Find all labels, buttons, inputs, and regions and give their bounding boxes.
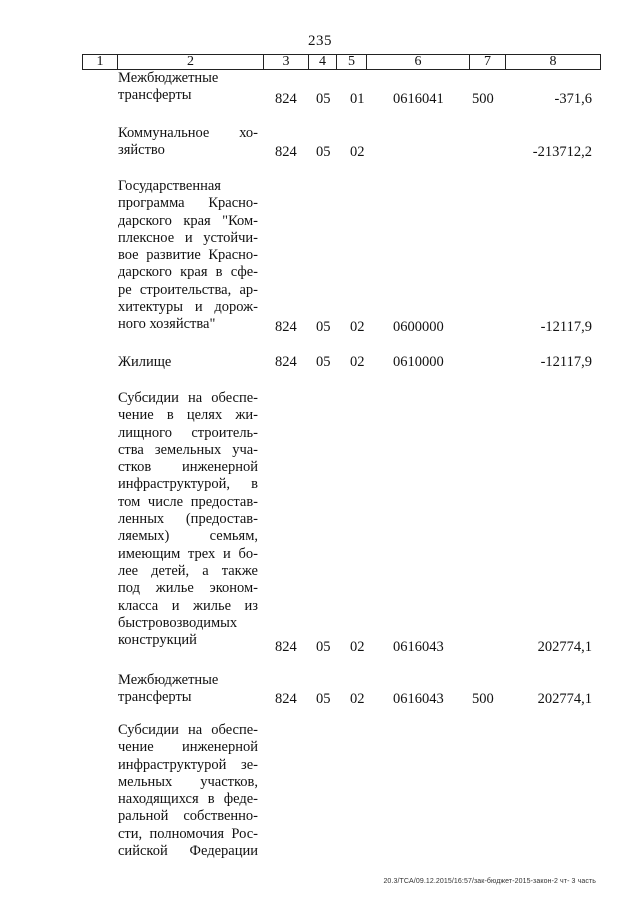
row-description	[118, 722, 258, 860]
description-line: под жилье эконом-	[118, 580, 258, 597]
cell-col6: 0600000	[393, 319, 444, 335]
description-line: стков инженерной	[118, 459, 258, 476]
cell-col8: -12117,9	[540, 319, 592, 335]
cell-col3: 824	[275, 639, 297, 655]
page-number: 235	[308, 33, 332, 49]
cell-col3: 824	[275, 691, 297, 707]
description-line: ральной собственно-	[118, 808, 258, 825]
row-description	[118, 672, 258, 707]
description-line: находящихся в федe-	[118, 791, 258, 808]
cell-col7: 500	[472, 691, 494, 707]
description-line: конструкций	[118, 632, 197, 649]
column-header-5: 5	[337, 55, 367, 70]
cell-col8: -213712,2	[532, 144, 592, 160]
description-line: ленных (предостав-	[118, 511, 258, 528]
column-header-6: 6	[367, 55, 470, 70]
cell-col3: 824	[275, 319, 297, 335]
description-line: том числе предостав-	[118, 493, 258, 510]
cell-col4: 05	[316, 639, 331, 655]
cell-col5: 02	[350, 354, 365, 370]
description-line: хитектуры и дорож-	[118, 299, 258, 316]
column-header-2: 2	[118, 55, 264, 70]
description-line: дарского края в сфе-	[118, 264, 258, 281]
description-line: плексное и устойчи-	[118, 229, 258, 246]
description-line: инфраструктурой, в	[118, 476, 258, 493]
column-header-row	[82, 54, 601, 70]
cell-col5: 02	[350, 639, 365, 655]
description-line: дарского края "Ком-	[118, 212, 258, 229]
description-line: мельных участков,	[118, 773, 258, 790]
description-line: инфраструктурой зе-	[118, 756, 258, 773]
column-header-3: 3	[264, 55, 309, 70]
description-line: имеющим трех и бо-	[118, 545, 258, 562]
description-line: чение в целях жи-	[118, 407, 258, 424]
description-line: ного хозяйства"	[118, 316, 216, 333]
column-header-8: 8	[506, 55, 601, 70]
row-description	[118, 178, 258, 334]
description-line: лищного строитель-	[118, 424, 258, 441]
cell-col8: 202774,1	[537, 691, 592, 707]
column-header-1: 1	[83, 55, 118, 70]
description-line: Межбюджетные	[118, 70, 219, 86]
row-description	[118, 70, 258, 105]
description-line: Государственная	[118, 178, 221, 194]
description-line: программа Красно-	[118, 195, 258, 212]
cell-col5: 01	[350, 91, 365, 107]
cell-col3: 824	[275, 91, 297, 107]
description-line: зяйство	[118, 142, 165, 159]
cell-col6: 0616043	[393, 639, 444, 655]
description-line: Субсидии на обеспе-	[118, 722, 258, 738]
description-line: ства земельных уча-	[118, 441, 258, 458]
cell-col5: 02	[350, 691, 365, 707]
cell-col8: -12117,9	[540, 354, 592, 370]
description-line: Субсидии на обеспе-	[118, 390, 258, 406]
cell-col6: 0610000	[393, 354, 444, 370]
cell-col3: 824	[275, 354, 297, 370]
description-line: быстровозводимых	[118, 614, 238, 631]
row-description	[118, 354, 258, 371]
description-line: сийской Федерации	[118, 843, 258, 860]
column-header-7: 7	[470, 55, 506, 70]
document-footer: 20.3/TCA/09.12.2015/16:57/зак-бюджет-2015-закон-2 чт- 3 часть	[383, 878, 596, 885]
cell-col5: 02	[350, 144, 365, 160]
description-line: ляемых) семьям,	[118, 528, 258, 545]
description-line: Жилище	[118, 354, 172, 370]
cell-col8: 202774,1	[537, 639, 592, 655]
description-line: чение инженерной	[118, 739, 258, 756]
cell-col4: 05	[316, 144, 331, 160]
cell-col6: 0616043	[393, 691, 444, 707]
cell-col6: 0616041	[393, 91, 444, 107]
cell-col4: 05	[316, 691, 331, 707]
cell-col4: 05	[316, 354, 331, 370]
description-line: Межбюджетные	[118, 672, 219, 688]
description-line: трансферты	[118, 87, 192, 104]
description-line: ре строительства, ар-	[118, 281, 258, 298]
cell-col4: 05	[316, 319, 331, 335]
cell-col7: 500	[472, 91, 494, 107]
description-line: трансферты	[118, 689, 192, 706]
description-line: Коммунальное хо-	[118, 125, 258, 141]
description-line: лее детей, а также	[118, 562, 258, 579]
cell-col5: 02	[350, 319, 365, 335]
description-line: вое развитие Красно-	[118, 247, 258, 264]
row-description	[118, 390, 258, 649]
cell-col8: -371,6	[554, 91, 592, 107]
cell-col3: 824	[275, 144, 297, 160]
cell-col4: 05	[316, 91, 331, 107]
row-description	[118, 125, 258, 160]
description-line: класса и жилье из	[118, 597, 258, 614]
column-header-4: 4	[309, 55, 337, 70]
description-line: сти, полномочия Рос-	[118, 825, 258, 842]
